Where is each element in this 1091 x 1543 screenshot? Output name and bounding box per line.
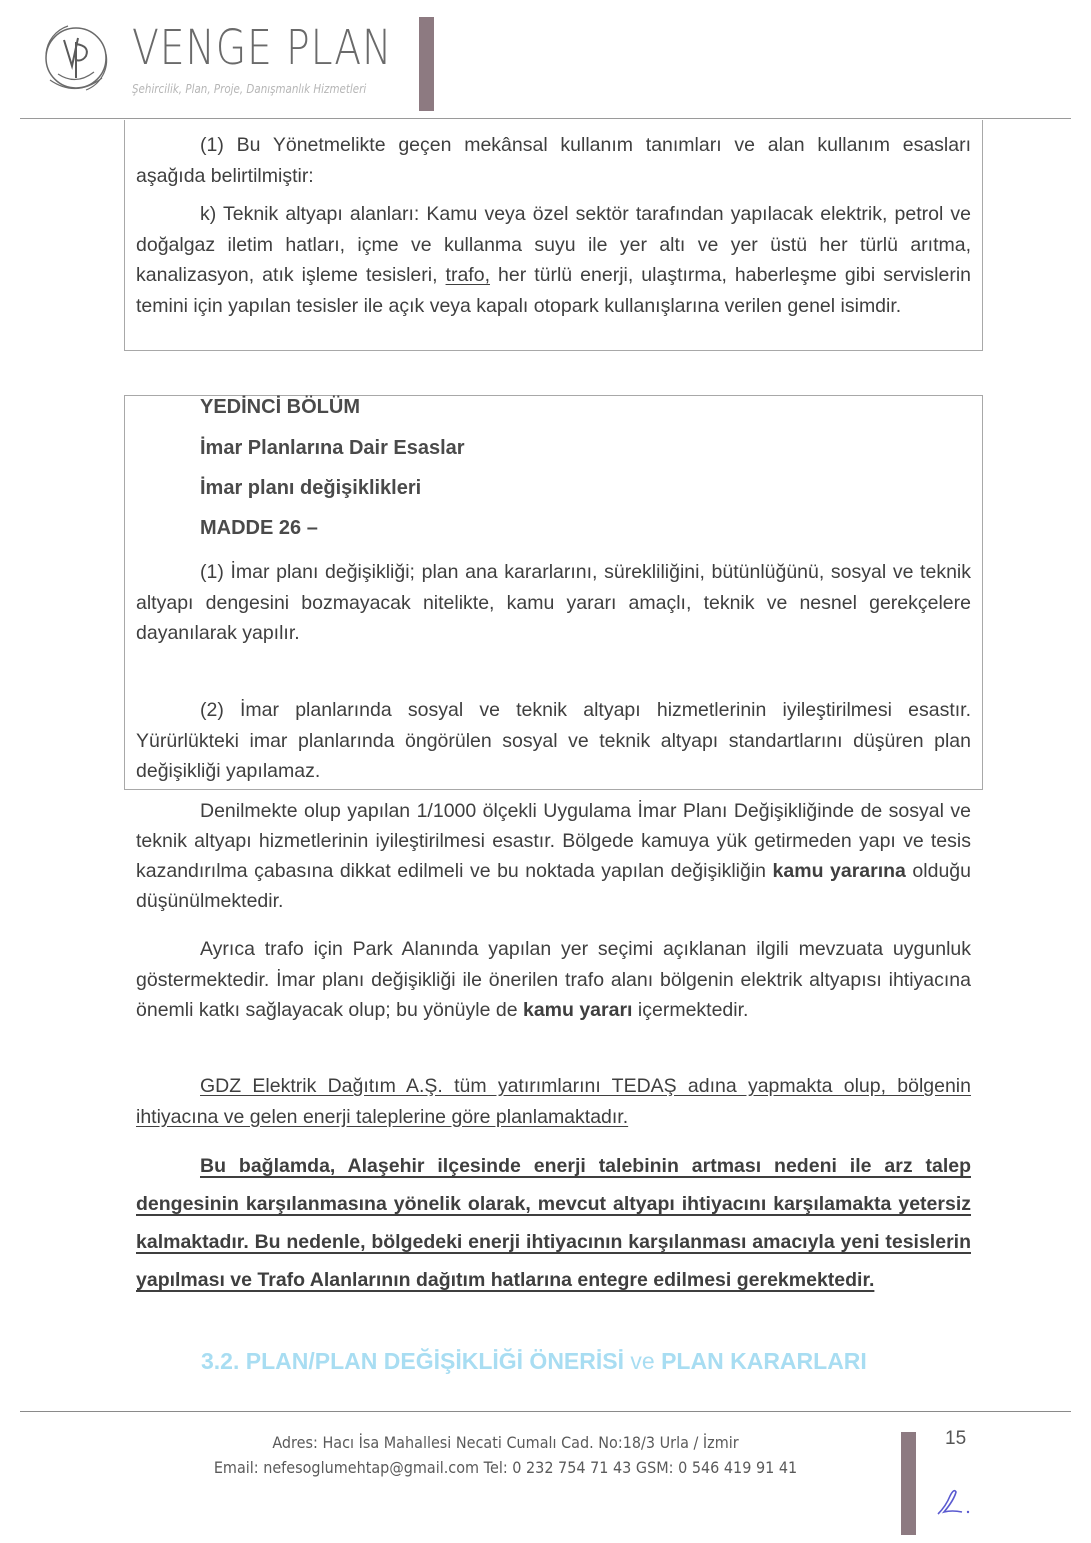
brand-subtitle: Şehircilik, Plan, Proje, Danışmanlık Hizmetleri <box>132 82 367 96</box>
signature-icon <box>934 1486 974 1518</box>
chapter-heading: YEDİNCİ BÖLÜM <box>200 396 360 418</box>
footer-contact: Email: nefesoglumehtap@gmail.com Tel: 0 232 754 71 43 GSM: 0 546 419 91 41 <box>213 1458 798 1477</box>
body-paragraph-3: GDZ Elektrik Dağıtım A.Ş. tüm yatırımlarını TEDAŞ adına yapmakta olup, bölgenin ihtiyacına ve gelen enerji taleplerine göre planlamaktadır. <box>136 1075 971 1128</box>
body-paragraph-1: Denilmekte olup yapılan 1/1000 ölçekli Uygulama İmar Planı Değişikliğinde de sosyal ve teknik altyapı hizmetlerinin iyileştirilmesi esastır. Bölgede kamuya yük getirmeden yapı ve tesis kazandırılma çabasına dikkat edilmeli ve bu noktada yapılan değişikliğin kamu yararına olduğu düşünülmektedir. <box>136 800 971 912</box>
emphasis-kamu-yarari: kamu yararı <box>522 999 633 1021</box>
header-divider <box>20 118 1071 119</box>
body-paragraph-4: Bu bağlamda, Alaşehir ilçesinde enerji talebinin artması nedeni ile arz talep dengesinin karşılanmasına yönelik olarak, mevcut altyapı ihtiyacını karşılamakta yetersiz kalmaktadır. Bu nedenle, bölgedeki enerji ihtiyacının karşılanması amacıyla yeni tesislerin yapılması ve Trafo Alanlarının dağıtım hatlarına entegre edilmesi gerekmektedir. <box>136 1155 971 1291</box>
regulation-paragraph-1: (1) Bu Yönetmelikte geçen mekânsal kullanım tanımları ve alan kullanım esasları aşağıda belirtilmiştir: <box>136 134 971 187</box>
venge-plan-logo-icon <box>36 20 116 100</box>
brand-title: VENGE PLAN <box>132 20 393 76</box>
article-heading: MADDE 26 – <box>200 517 318 539</box>
body-paragraph-2: Ayrıca trafo için Park Alanında yapılan yer seçimi açıklanan ilgili mevzuata uygunluk göstermektedir. İmar planı değişikliği ile önerilen trafo alanı bölgenin elektrik altyapısı ihtiyacına önemli katkı sağlayacak olup; bu yönüyle de kamu yararı içermektedir. <box>136 938 971 1021</box>
article-clause-2: (2) İmar planlarında sosyal ve teknik altyapı hizmetlerinin iyileştirilmesi esastır. Yürürlükteki imar planlarında öngörülen sosyal ve teknik altyapı standartlarını düşüren plan değişikliği yapılamaz. <box>136 699 971 782</box>
page-number: 15 <box>945 1428 967 1449</box>
footer-address: Adres: Hacı İsa Mahallesi Necati Cumalı Cad. No:18/3 Urla / İzmir <box>272 1433 739 1452</box>
article-clause-1: (1) İmar planı değişikliği; plan ana kararlarını, sürekliliğini, bütünlüğünü, sosyal ve teknik altyapı dengesini bozmayacak nitelikte, kamu yararı amaçlı, teknik ve nesnel gerekçelere dayanılarak yapılır. <box>136 561 971 644</box>
regulation-paragraph-k: k) Teknik altyapı alanları: Kamu veya özel sektör tarafından yapılacak elektrik, petrol ve doğalgaz iletim hatları, içme ve kullanma suyu ile yer altı ve yer üstü her türlü arıtma, kanalizasyon, atık işleme tesisleri, trafo, her türlü enerji, ulaştırma, haberleşme gibi servislerin temini için yapılan tesisler ile açık veya kapalı otopark kullanışlarına verilen genel isimdir. <box>136 203 971 317</box>
part-title-heading: İmar Planlarına Dair Esaslar <box>200 437 465 459</box>
letterhead <box>0 0 1091 120</box>
subject-heading: İmar planı değişiklikleri <box>200 477 422 499</box>
footer-accent-bar <box>901 1432 916 1535</box>
footer-divider <box>20 1411 1071 1412</box>
section-title: 3.2. PLAN/PLAN DEĞİŞİKLİĞİ ÖNERİSİ ve PLAN KARARLARI <box>201 1348 867 1374</box>
emphasis-kamu-yararina: kamu yararına <box>772 860 906 882</box>
header-accent-bar <box>419 17 434 111</box>
underlined-term-trafo: trafo, <box>445 264 490 286</box>
